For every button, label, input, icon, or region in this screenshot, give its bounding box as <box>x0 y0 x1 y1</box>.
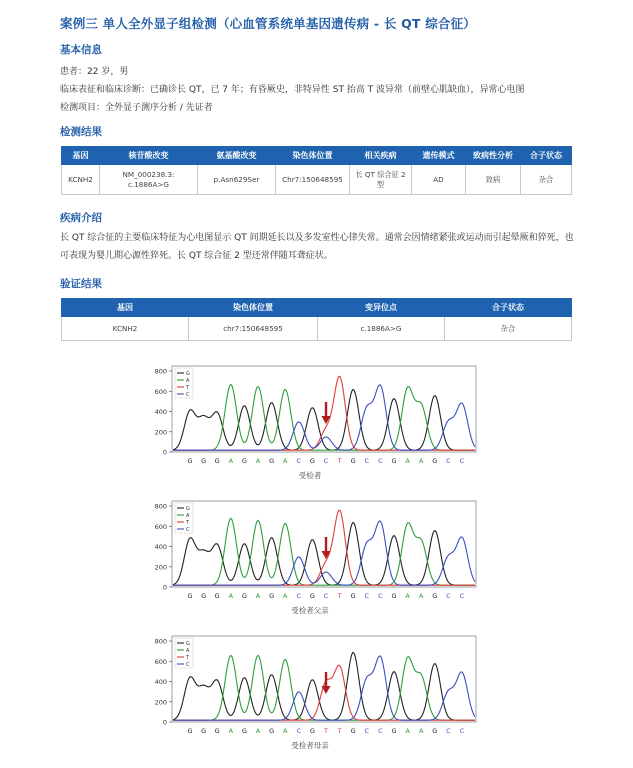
legend <box>175 638 193 668</box>
verification-table <box>61 298 572 341</box>
base-call-label: G <box>309 457 315 465</box>
base-call-label: A <box>255 727 261 735</box>
y-tick-label: 400 <box>154 678 167 687</box>
base-call-label: G <box>309 592 315 600</box>
cell-zygosity: 杂合 <box>521 165 572 195</box>
y-tick-label: 600 <box>154 387 167 396</box>
base-call-label: G <box>269 727 275 735</box>
cell-disease: 长 QT 综合征 2 型 <box>350 165 412 195</box>
base-call-label: G <box>269 457 275 465</box>
section-heading-results: 检测结果 <box>60 126 102 138</box>
base-call-label: A <box>418 592 424 600</box>
y-tick-label: 800 <box>154 367 167 376</box>
y-tick-label: 800 <box>154 502 167 511</box>
base-call-label: G <box>187 727 193 735</box>
base-call-label: C <box>459 592 465 600</box>
chromatogram-mother <box>140 630 480 758</box>
base-call-label: A <box>228 727 234 735</box>
y-tick-label: 0 <box>162 448 167 457</box>
base-call-label: C <box>323 592 329 600</box>
patient-line: 患者：22 岁，男 <box>60 67 129 77</box>
chromatogram-caption: 受检者 <box>298 471 322 480</box>
base-call-label: G <box>214 592 220 600</box>
base-call-label: G <box>391 727 397 735</box>
legend-label: T <box>186 655 190 661</box>
legend-label: C <box>186 392 190 398</box>
chromatogram-svg <box>140 360 480 488</box>
legend <box>175 503 193 533</box>
base-call-label: G <box>214 457 220 465</box>
base-call-label: G <box>269 592 275 600</box>
base-call-label: C <box>296 592 302 600</box>
chromatogram-proband <box>140 360 480 488</box>
base-call-label: A <box>282 457 288 465</box>
col-header: 致病性分析 <box>466 147 521 165</box>
base-call-label: G <box>187 457 193 465</box>
cell-location: chr7:150648595 <box>189 317 318 341</box>
legend-label: A <box>186 648 190 654</box>
base-call-label: C <box>446 727 451 735</box>
base-call-label: G <box>432 727 438 735</box>
legend-label: G <box>186 371 190 377</box>
col-header: 基因 <box>62 299 189 317</box>
cell-nucleotide: NM_000238.3: c.1886A>G <box>100 165 198 195</box>
cell-gene: KCNH2 <box>62 317 189 341</box>
disease-intro-text: 长 QT 综合征的主要临床特征为心电图显示 QT 间期延长以及多发室性心律失常。通常会因情绪紧张或运动而引起晕厥和猝死，也可表现为婴儿期心源性猝死。长 QT 综合征 2 型还常伴随耳聋症状。 <box>60 233 574 261</box>
legend-label: G <box>186 506 190 512</box>
cell-amino-acid: p.Asn629Ser <box>198 165 276 195</box>
base-call-label: G <box>241 727 247 735</box>
trace-line-t <box>173 665 475 720</box>
clinical-line: 临床表征和临床诊断：已确诊长 QT，已 7 年；有昏厥史，非特异性 ST 抬高 T 波异常（前壁心肌缺血），异常心电图 <box>60 85 525 95</box>
base-call-label: C <box>459 727 465 735</box>
cell-zygosity: 杂合 <box>445 317 572 341</box>
results-header-row <box>62 147 572 165</box>
base-call-label: G <box>432 457 438 465</box>
y-tick-label: 600 <box>154 522 167 531</box>
base-call-label: A <box>228 592 234 600</box>
legend-label: T <box>186 385 190 391</box>
base-call-label: A <box>255 457 261 465</box>
table-row <box>62 317 572 341</box>
variant-arrow-icon <box>322 537 331 559</box>
y-tick-label: 0 <box>162 718 167 727</box>
base-call-label: A <box>282 592 288 600</box>
base-call-label: A <box>418 457 424 465</box>
cell-location: Chr7:150648595 <box>276 165 350 195</box>
base-call-label: C <box>364 727 370 735</box>
col-header: 氨基酸改变 <box>198 147 276 165</box>
y-tick-label: 0 <box>162 583 167 592</box>
base-call-label: G <box>432 592 438 600</box>
base-call-label: G <box>241 457 247 465</box>
y-tick-label: 200 <box>154 428 167 437</box>
legend-label: A <box>186 378 190 384</box>
base-call-label: G <box>201 592 207 600</box>
base-call-label: G <box>309 727 315 735</box>
section-heading-disease-intro: 疾病介绍 <box>60 212 102 224</box>
base-call-label: C <box>364 592 370 600</box>
base-call-label: C <box>446 592 451 600</box>
col-header: 相关疾病 <box>350 147 412 165</box>
legend-label: G <box>186 641 190 647</box>
base-call-label: G <box>391 592 397 600</box>
legend-label: C <box>186 662 190 668</box>
base-call-label: C <box>378 457 383 465</box>
base-call-label: C <box>296 727 302 735</box>
base-call-label: C <box>364 457 370 465</box>
base-call-label: A <box>282 727 288 735</box>
base-call-label: G <box>187 592 193 600</box>
table-row <box>62 165 572 195</box>
base-call-label: G <box>241 592 247 600</box>
col-header: 合子状态 <box>445 299 572 317</box>
base-call-label: G <box>350 592 356 600</box>
legend <box>175 368 193 398</box>
y-tick-label: 400 <box>154 408 167 417</box>
base-call-label: T <box>337 727 342 735</box>
base-call-label: A <box>255 592 261 600</box>
base-call-label: G <box>350 457 356 465</box>
chromatogram-caption: 受检者母亲 <box>291 741 329 750</box>
y-tick-label: 200 <box>154 698 167 707</box>
page-title: 案例三 单人全外显子组检测（心血管系统单基因遗传病 - 长 QT 综合征） <box>60 16 477 31</box>
section-heading-basic-info: 基本信息 <box>60 44 102 56</box>
chromatogram-svg <box>140 630 480 758</box>
base-call-label: C <box>378 727 383 735</box>
cell-gene: KCNH2 <box>62 165 100 195</box>
y-tick-label: 400 <box>154 543 167 552</box>
base-call-label: C <box>446 457 451 465</box>
base-call-label: C <box>296 457 302 465</box>
col-header: 染色体位置 <box>189 299 318 317</box>
col-header: 变异位点 <box>318 299 445 317</box>
col-header: 合子状态 <box>521 147 572 165</box>
base-call-label: G <box>201 727 207 735</box>
base-call-label: C <box>459 457 465 465</box>
legend-label: C <box>186 527 190 533</box>
base-call-label: A <box>405 592 410 600</box>
base-call-label: A <box>405 727 410 735</box>
base-call-label: G <box>391 457 397 465</box>
base-call-label: C <box>378 592 383 600</box>
base-call-label: A <box>418 727 424 735</box>
cell-inheritance: AD <box>412 165 466 195</box>
legend-label: A <box>186 513 190 519</box>
chromatogram-svg <box>140 495 480 623</box>
base-call-label: T <box>324 727 328 735</box>
base-call-label: C <box>323 457 329 465</box>
cell-pathogenicity: 致病 <box>466 165 521 195</box>
base-call-label: G <box>201 457 207 465</box>
cell-site: c.1886A>G <box>318 317 445 341</box>
y-tick-label: 600 <box>154 657 167 666</box>
col-header: 基因 <box>62 147 100 165</box>
chromatogram-caption: 受检者父亲 <box>291 606 329 615</box>
col-header: 染色体位置 <box>276 147 350 165</box>
base-call-label: A <box>405 457 410 465</box>
results-table <box>61 146 572 195</box>
base-call-label: T <box>337 592 342 600</box>
col-header: 核苷酸改变 <box>100 147 198 165</box>
y-tick-label: 800 <box>154 637 167 646</box>
col-header: 遗传模式 <box>412 147 466 165</box>
base-call-label: G <box>214 727 220 735</box>
y-tick-label: 200 <box>154 563 167 572</box>
base-call-label: A <box>228 457 234 465</box>
chromatogram-father <box>140 495 480 623</box>
base-call-label: T <box>337 457 342 465</box>
variant-arrow-icon <box>322 672 331 694</box>
legend-label: T <box>186 520 190 526</box>
base-call-label: G <box>350 727 356 735</box>
test-item-line: 检测项目：全外显子测序分析 / 先证者 <box>60 103 213 113</box>
section-heading-verification: 验证结果 <box>60 278 102 290</box>
verification-header-row <box>62 299 572 317</box>
